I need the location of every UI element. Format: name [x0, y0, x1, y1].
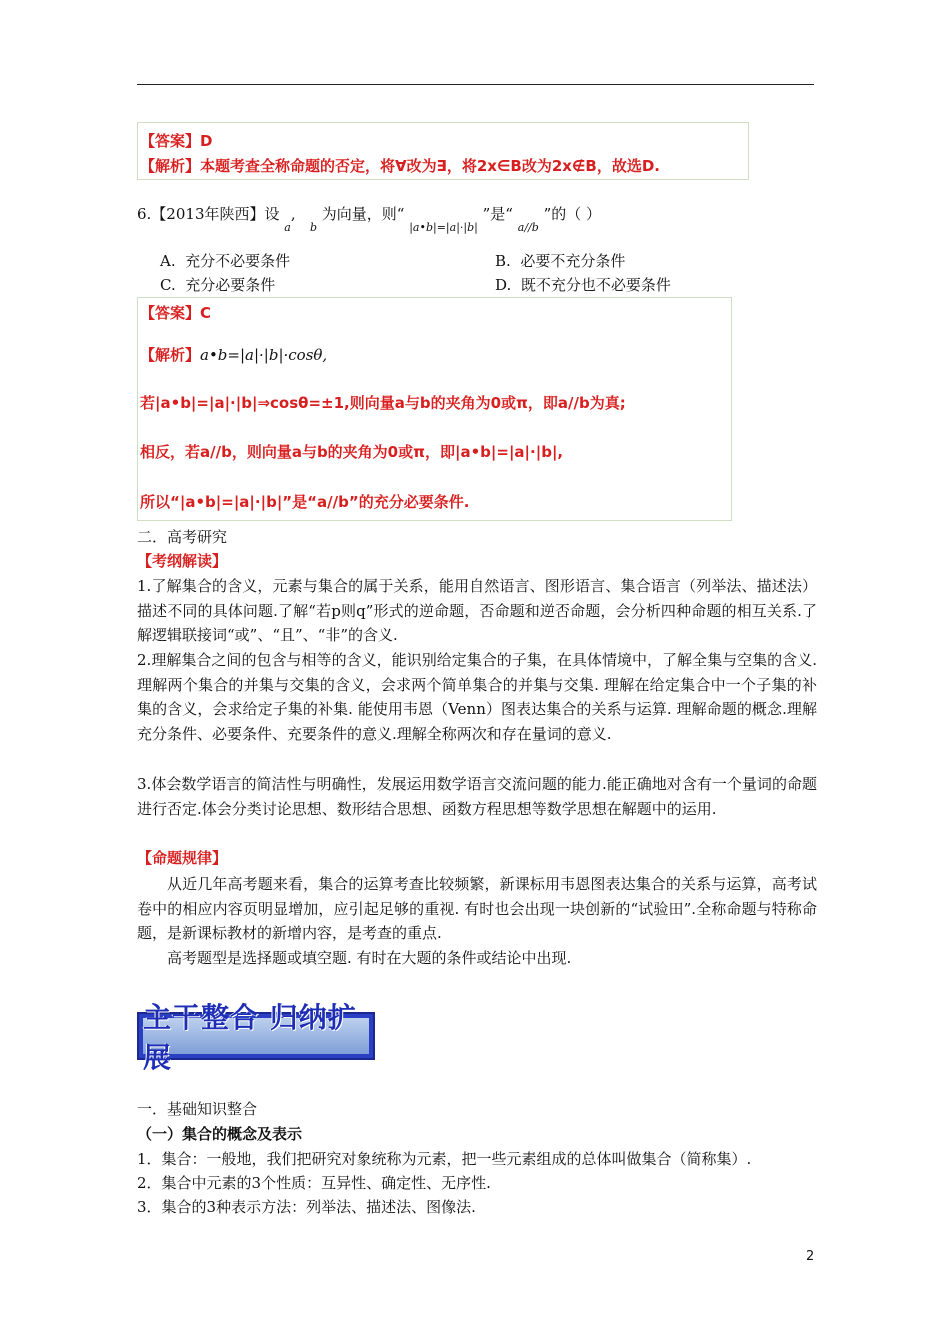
section1-sub: （一）集合的概念及表示 — [137, 1125, 303, 1143]
q6-option-b — [495, 250, 625, 272]
q6-stem-prefix: 6.【2013年陕西】设 — [137, 205, 280, 223]
section2-p4: 从近几年高考题来看，集合的运算考查比较频繁，新课标用韦恩图表达集合的关系与运算，高考试卷中的相应内容页明显增加，应引起足够的重视. 有时也会出现一块创新的“试验田”.全称命题与特称命题，是新课标教材的新增内容，是考查的重点. — [137, 875, 817, 943]
q6-analysis-label: 【解析】 — [140, 346, 201, 364]
section2-p1: 1.了解集合的含义，元素与集合的属于关系，能用自然语言、图形语言、集合语言（列举法、描述法）描述不同的具体问题.了解“若p则q”形式的逆命题，否命题和逆否命题，会分析四种命题的相互关系.了解逻辑联接词“或”、“且”、“非”的含义. — [137, 577, 817, 645]
q6-option-d — [495, 274, 671, 296]
option-text: 充分必要条件 — [185, 276, 276, 294]
q6-answer-label: 【答案】 — [140, 304, 201, 322]
page-number: 2 — [806, 1249, 815, 1264]
q6-stem: 6.【2013年陕西】设 $_a$, $_b$ 为向量，则“ $_{|a•b|=|a|\cdot|b|}$ ”是“ $_{a//b}$ ”的（ ） — [137, 205, 601, 234]
section2-p2: 2.理解集合之间的包含与相等的含义，能识别给定集合的子集，在具体情境中，了解全集与空集的含义.理解两个集合的并集与交集的含义，会求两个简单集合的并集与交集. 理解在给定集合中一个子集的补集的含义，会求给定子集的补集. 能使用韦恩（Venn）图表达集合的关系与运算. 理解命题的概念.理解充分条件、必要条件、充要条件的意义.理解全称两次和存在量词的意义. — [137, 651, 817, 743]
option-text: 必要不充分条件 — [520, 252, 626, 270]
section2-heading: 二．高考研究 — [137, 528, 228, 546]
q6-analysis-line2: 若|a•b|=|a|·|b|⇒cosθ=±1,则向量a与b的夹角为0或π，即a//b为真; — [140, 394, 626, 412]
header-rule — [137, 84, 814, 85]
q6-stem-vec-text: 为向量，则“ — [321, 205, 405, 223]
section1-item-2: 2．集合中元素的3个性质：互异性、确定性、无序性. — [137, 1174, 491, 1192]
option-text: 既不充分也不必要条件 — [520, 276, 671, 294]
section1-item-1: 1．集合：一般地，我们把研究对象统称为元素，把一些元素组成的总体叫做集合（简称集）. — [137, 1150, 752, 1168]
q5-analysis-label: 【解析】 — [140, 157, 201, 175]
q5-answer-label: 【答案】 — [140, 132, 201, 150]
q6-answer-line — [140, 302, 211, 324]
section-banner-text: 主干整合 归纳扩展 — [143, 1001, 357, 1074]
section2-p3: 3.体会数学语言的简洁性与明确性，发展运用数学语言交流问题的能力.能正确地对含有一个量词的命题进行否定.体会分类讨论思想、数形结合思想、函数方程思想等数学思想在解题中的运用. — [137, 775, 817, 818]
q6-analysis-line3: 相反，若a//b，则向量a与b的夹角为0或π，即|a•b|=|a|·|b|, — [140, 443, 564, 461]
section-banner-inner — [143, 1001, 369, 1074]
option-key: D. — [495, 276, 512, 294]
section2-sub2: 【命题规律】 — [137, 849, 228, 867]
q6-answer-value: C — [200, 304, 212, 322]
q6-analysis-line4: 所以“|a•b|=|a|·|b|”是“a//b”的充分必要条件. — [140, 493, 470, 511]
option-key: B. — [495, 252, 511, 270]
section1-item-3: 3．集合的3种表示方法：列举法、描述法、图像法. — [137, 1198, 476, 1216]
q5-answer-line — [140, 130, 212, 152]
q6-stem-var-b: b — [309, 221, 317, 234]
section1-heading: 一．基础知识整合 — [137, 1100, 258, 1118]
q6-analysis-line1 — [140, 344, 327, 366]
q5-analysis-line — [140, 155, 660, 177]
option-text: 充分不必要条件 — [185, 252, 291, 270]
option-key: C. — [160, 276, 176, 294]
q6-stem-cond: |a•b|=|a|·|b| — [409, 221, 478, 234]
q6-analysis-formula: a•b=|a|·|b|·cosθ, — [200, 346, 328, 364]
section-banner — [137, 1001, 375, 1074]
q6-option-c — [160, 274, 275, 296]
q6-stem-var-a: a — [284, 221, 291, 234]
q6-stem-mid: ”是“ — [482, 205, 513, 223]
option-key: A. — [160, 252, 176, 270]
section2-p5: 高考题型是选择题或填空题. 有时在大题的条件或结论中出现. — [167, 949, 572, 967]
q5-answer-value: D — [200, 132, 213, 150]
q6-option-a — [160, 250, 290, 272]
section2-sub1: 【考纲解读】 — [137, 552, 228, 570]
q6-stem-end: ”的（ ） — [543, 205, 601, 223]
q5-analysis-text: 本题考查全称命题的否定，将∀改为∃，将2x∈B改为2x∉B，故选D. — [200, 157, 661, 175]
q6-stem-cond2: a//b — [517, 221, 539, 234]
